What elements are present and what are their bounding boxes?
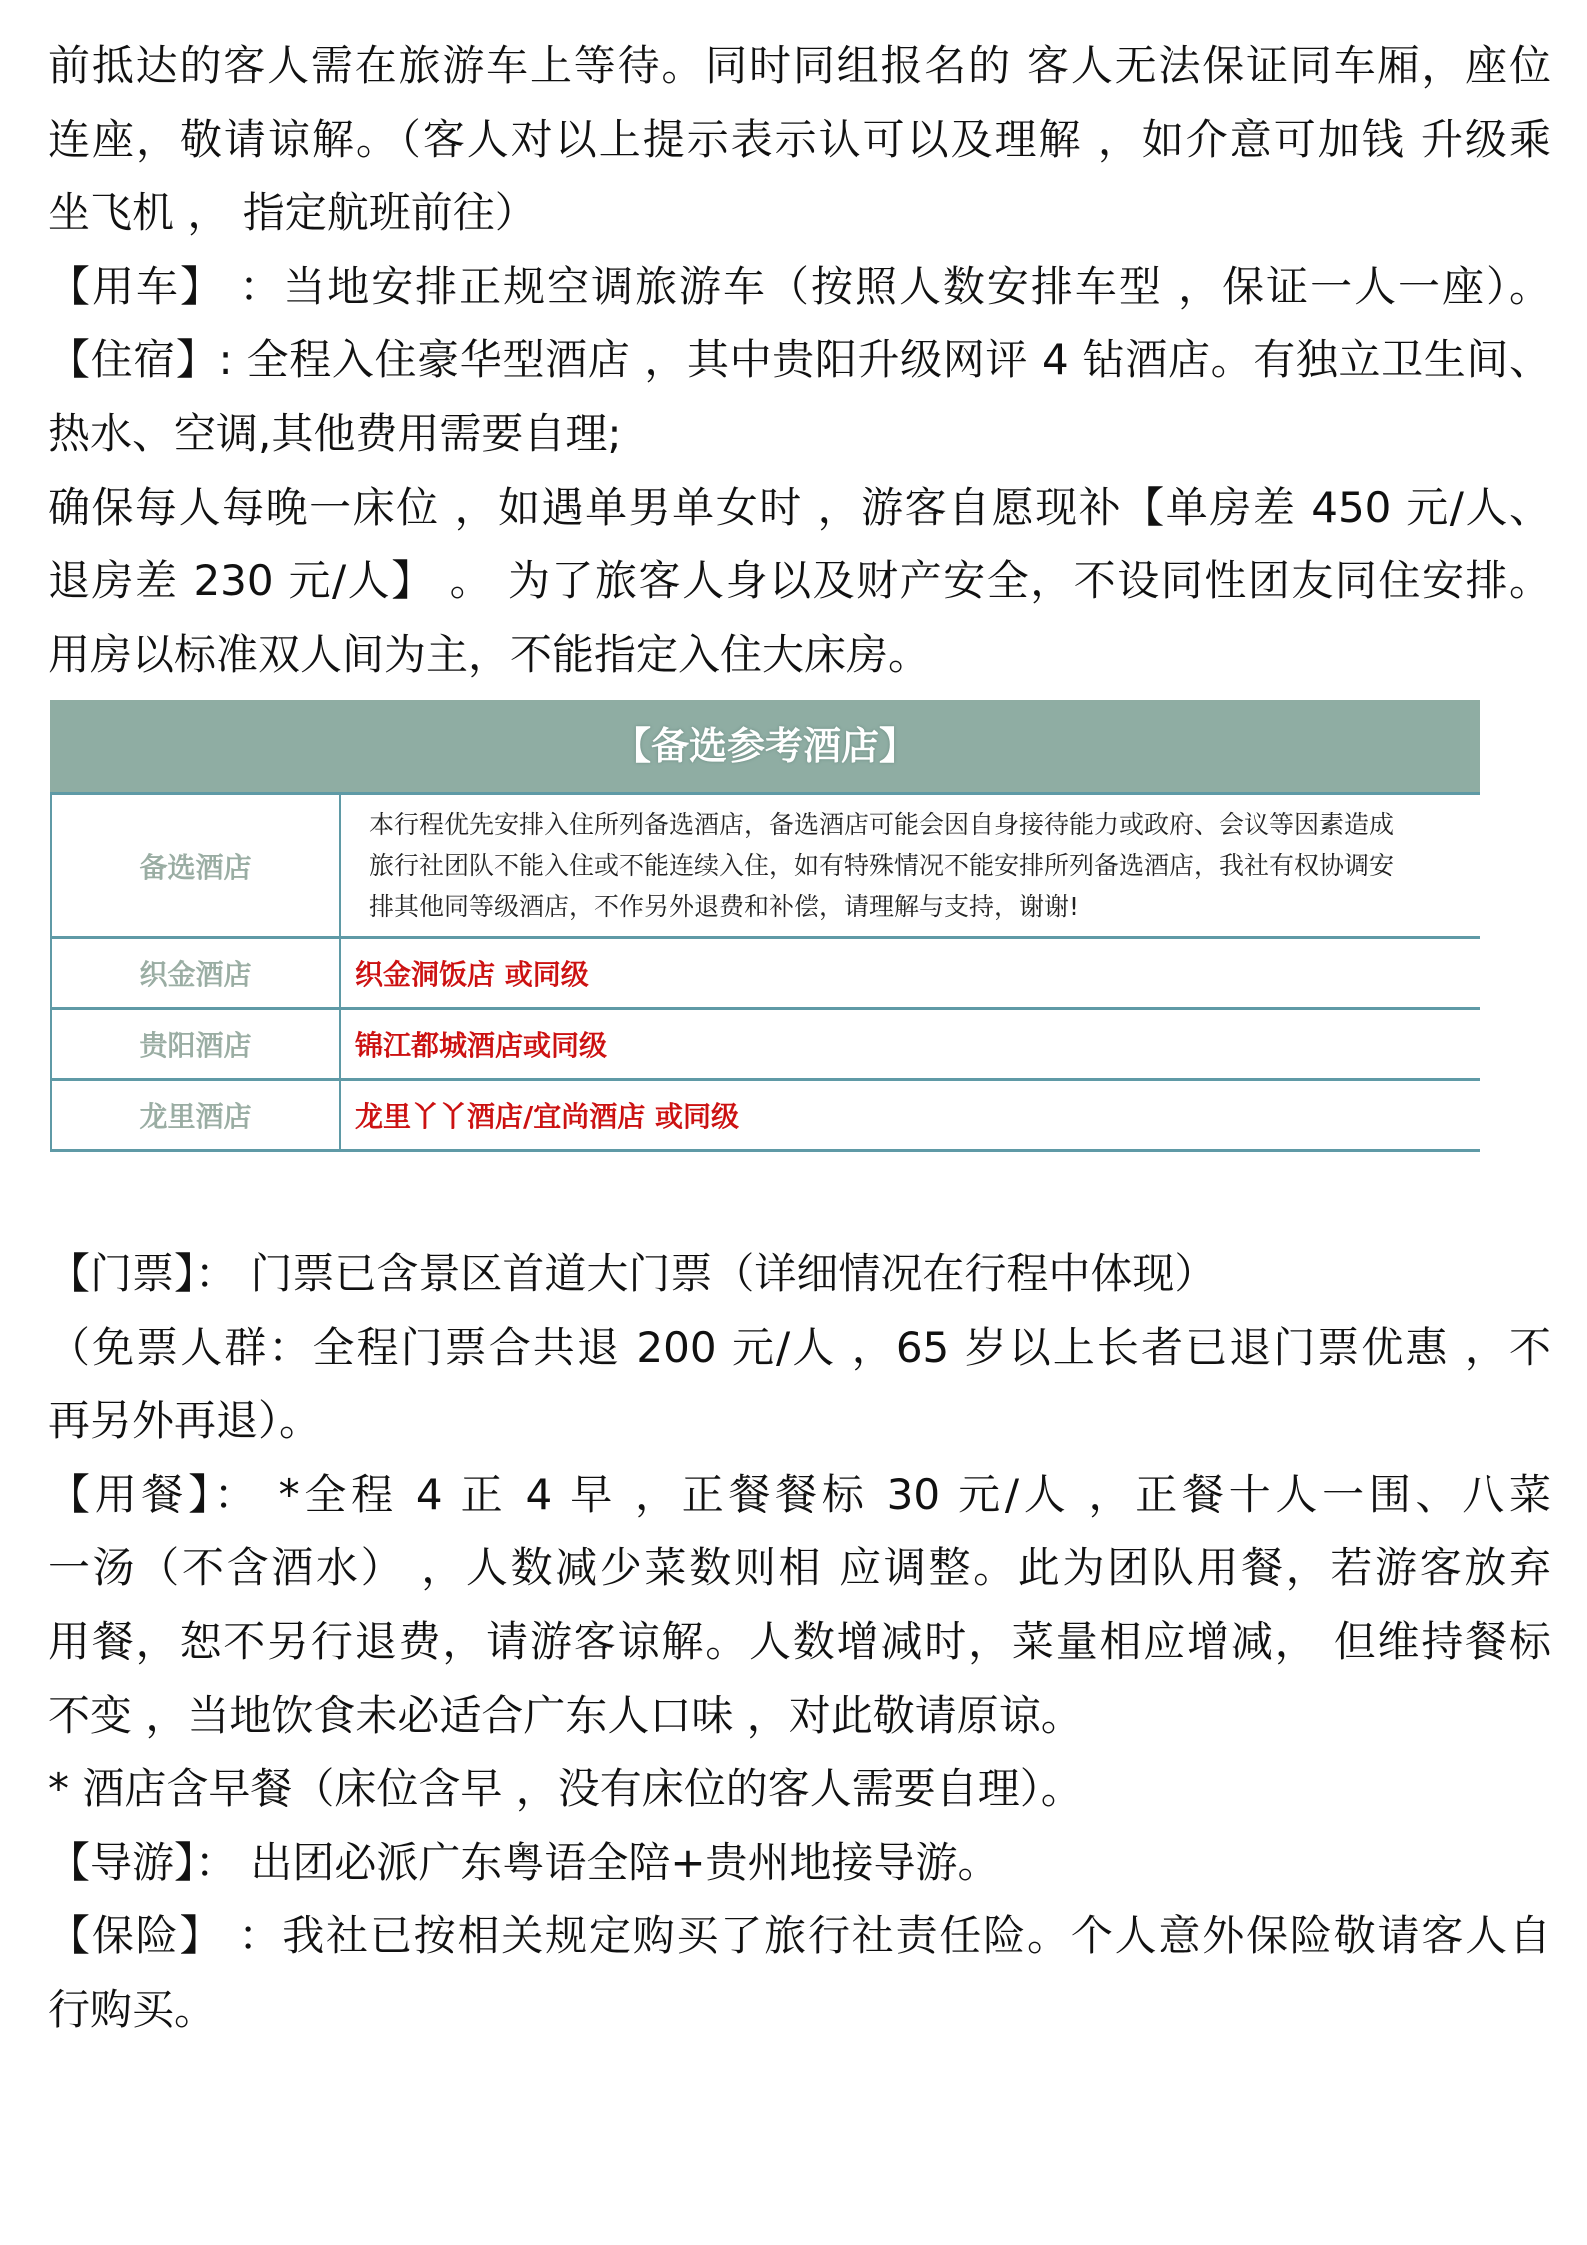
hotel-name: 织金洞饭店 或同级 [355,958,589,991]
text-line: 【用餐】： *全程 4 正 4 早 ，正餐餐标 30 元/人 ，正餐十人一围、八菜 [48,1469,1551,1519]
row-label: 织金酒店 [50,939,341,1007]
row-label: 贵阳酒店 [50,1010,341,1078]
text-line: 【导游】： 出团必派广东粤语全陪+贵州地接导游。 [48,1837,1000,1887]
table-row [50,1081,1480,1152]
text-line: 【住宿】: 全程入住豪华型酒店 ，其中贵阳升级网评 4 钻酒店。有独立卫生间、 [48,335,1551,385]
text-line: 再另外再退）。 [48,1396,322,1446]
hotel-name: 龙里丫丫酒店/宜尚酒店 或同级 [355,1100,739,1133]
text-line: （免票人群：全程门票合共退 200 元/人 ，65 岁以上长者已退门票优惠 ，不 [48,1322,1551,1372]
table-row [50,795,1480,939]
text-line: 确保每人每晚一床位 ，如遇单男单女时 ，游客自愿现补【单房差 450 元/人、 [48,482,1551,532]
text-line: 热水、空调,其他费用需要自理; [48,409,622,458]
hotel-intro-line: 旅行社团队不能入住或不能连续入住，如有特殊情况不能安排所列备选酒店，我社有权协调安 [369,851,1395,880]
text-line: 【保险】 ：我社已按相关规定购买了旅行社责任险。个人意外保险敬请客人自 [48,1911,1551,1961]
text-line: 【门票】： 门票已含景区首道大门票（详细情况在行程中体现） [48,1249,1217,1298]
text-line: 一汤（不含酒水） ，人数减少菜数则相 应调整。此为团队用餐，若游客放弃 [48,1543,1551,1593]
text-line: 行购买。 [48,1985,217,2034]
text-line: 不变 ，当地饮食未必适合广东人口味 ，对此敬请原谅。 [48,1690,1083,1740]
text-line: 连座，敬请谅解。（客人对以上提示表示认可以及理解 ，如介意可加钱 升级乘 [48,114,1551,164]
table-row [50,939,1480,1010]
hotel-name: 锦江都城酒店或同级 [355,1029,608,1062]
text-line: 用房以标准双人间为主，不能指定入住大床房。 [48,629,931,679]
hotel-intro-line: 本行程优先安排入住所列备选酒店，备选酒店可能会因自身接待能力或政府、会议等因素造成 [369,810,1395,839]
table-row [50,1010,1480,1081]
hotel-table [50,700,1480,1152]
text-line: * 酒店含早餐（床位含早 ，没有床位的客人需要自理）。 [48,1764,1083,1814]
text-line: 用餐，恕不另行退费，请游客谅解。人数增减时，菜量相应增减， 但维持餐标 [48,1617,1551,1666]
text-line: 前抵达的客人需在旅游车上等待。同时同组报名的 客人无法保证同车厢，座位 [48,41,1551,90]
hotel-table-title: 【备选参考酒店】 [50,700,1480,795]
text-line: 【用车】 ：当地安排正规空调旅游车（按照人数安排车型 ，保证一人一座）。 [48,261,1551,311]
hotel-intro-line: 排其他同等级酒店，不作另外退费和补偿，请理解与支持，谢谢! [369,892,1080,921]
row-label: 龙里酒店 [50,1081,341,1149]
text-line: 坐飞机 ， 指定航班前往） [48,188,537,238]
row-label: 备选酒店 [50,795,341,936]
hotel-intro [355,798,1400,933]
text-line: 退房差 230 元/人】 。 为了旅客人身以及财产安全，不设同性团友同住安排。 [48,556,1551,606]
